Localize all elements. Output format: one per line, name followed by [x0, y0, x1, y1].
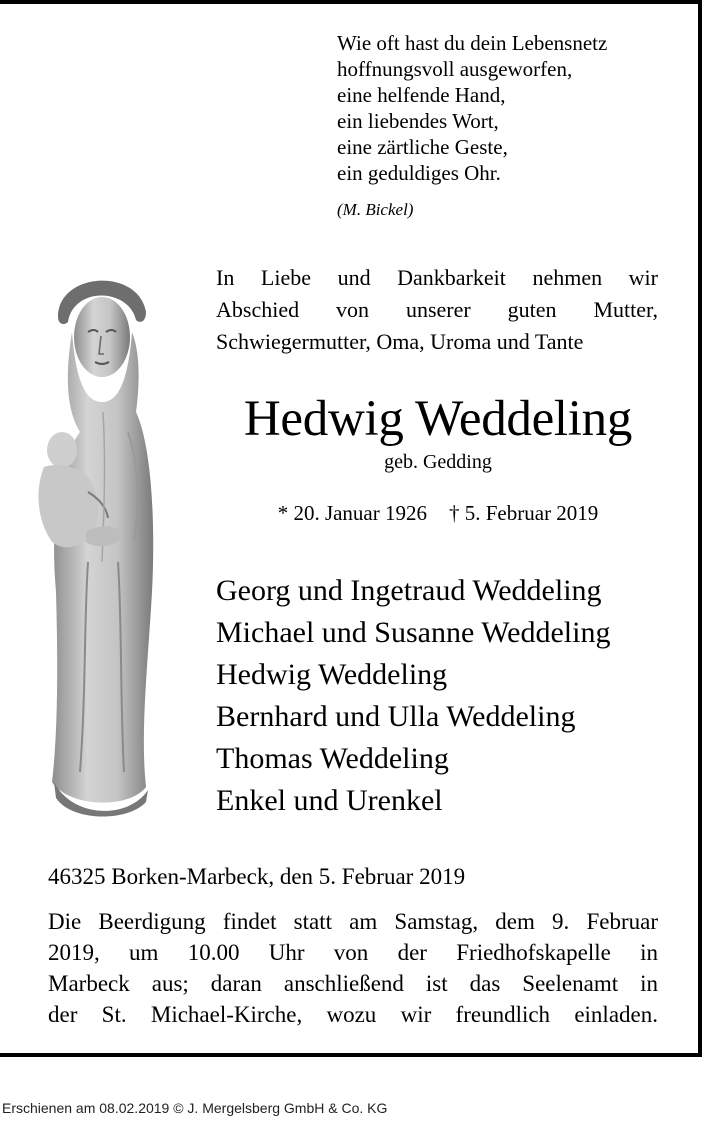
mourner: Enkel und Urenkel: [216, 784, 443, 817]
poem-author: (M. Bickel): [337, 200, 414, 219]
poem-line: ein geduldiges Ohr.: [337, 161, 501, 185]
birth-date: * 20. Januar 1926: [277, 501, 427, 525]
birth-name: geb. Gedding: [384, 451, 492, 473]
poem-line: Wie oft hast du dein Lebensnetz: [337, 31, 608, 55]
mourner: Hedwig Weddeling: [216, 658, 448, 691]
publication-footer: Erschienen am 08.02.2019 © J. Mergelsberg GmbH & Co. KG: [2, 1100, 388, 1116]
intro-text: [216, 262, 658, 358]
poem-line: hoffnungsvoll ausgeworfen,: [337, 57, 573, 81]
funeral-notice: [48, 906, 658, 1030]
intro-line: Schwiegermutter, Oma, Uroma und Tante: [216, 329, 584, 354]
funeral-line: der St. Michael-Kirche, wozu wir freundlich einladen.: [48, 1002, 658, 1027]
mourner: Michael und Susanne Weddeling: [216, 616, 611, 649]
funeral-line: 2019, um 10.00 Uhr von der Friedhofskapelle in: [48, 940, 658, 965]
mourner: Georg und Ingetraud Weddeling: [216, 574, 602, 607]
place-and-date: 46325 Borken-Marbeck, den 5. Februar 2019: [48, 864, 466, 889]
intro-line: Abschied von unserer guten Mutter,: [216, 297, 658, 322]
poem-line: eine zärtliche Geste,: [337, 135, 508, 159]
mourners-list: [216, 570, 610, 822]
life-dates: [216, 500, 660, 526]
intro-line: In Liebe und Dankbarkeit nehmen wir: [216, 265, 658, 290]
funeral-line: Die Beerdigung findet statt am Samstag, dem 9. Februar: [48, 909, 658, 934]
deceased-name: Hedwig Weddeling: [243, 391, 633, 447]
funeral-line: Marbeck aus; daran anschließend ist das Seelenamt in: [48, 971, 658, 996]
mourner: Bernhard und Ulla Weddeling: [216, 700, 576, 733]
poem-line: ein liebendes Wort,: [337, 109, 499, 133]
madonna-statue-image: [28, 262, 168, 822]
poem-line: eine helfende Hand,: [337, 83, 506, 107]
mourner: Thomas Weddeling: [216, 742, 449, 775]
death-date: † 5. Februar 2019: [449, 501, 599, 525]
poem: [337, 30, 607, 186]
